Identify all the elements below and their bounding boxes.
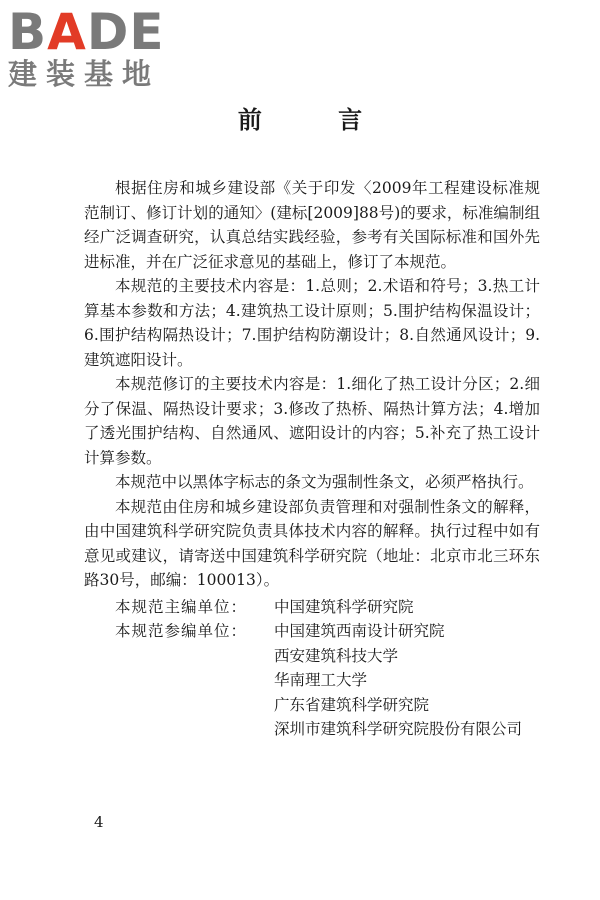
paragraph-1: 根据住房和城乡建设部《关于印发〈2009年工程建设标准规范制订、修订计划的通知〉(建标[2009]88号)的要求，标准编制组经广泛调查研究，认真总结实践经验，参考有关国际标准和国外先进标准，并在广泛征求意见的基础上，修订了本规范。 xyxy=(84,179,540,271)
chief-editor-label: 本规范主编单位： xyxy=(115,597,248,616)
participant-name: 广东省建筑科学研究院 xyxy=(274,695,430,714)
editor-units xyxy=(84,595,540,742)
chief-editor-name: 中国建筑科学研究院 xyxy=(274,597,414,616)
preface-body xyxy=(84,176,540,742)
participants-row xyxy=(84,619,540,742)
logo-subtitle: 建装基地 xyxy=(8,57,161,91)
participants-label: 本规范参编单位： xyxy=(115,622,248,640)
participant-name: 中国建筑西南设计研究院 xyxy=(274,622,445,640)
chief-editor-row xyxy=(84,595,540,620)
page-number: 4 xyxy=(94,813,104,831)
paragraph-3: 本规范修订的主要技术内容是：1.细化了热工设计分区；2.细分了保温、隔热设计要求；3.修改了热桥、隔热计算方法；4.增加了透光围护结构、自然通风、遮阳设计的内容；5.补充了热工设计计算参数。 xyxy=(84,375,540,467)
paragraph-4: 本规范中以黑体字标志的条文为强制性条文，必须严格执行。 xyxy=(115,473,534,491)
participants-list xyxy=(274,619,540,742)
logo-accent-letter: A xyxy=(47,3,87,61)
page-title: 前 言 xyxy=(237,105,397,134)
participant-name: 深圳市建筑科学研究院股份有限公司 xyxy=(274,720,523,738)
paragraph-2: 本规范的主要技术内容是：1.总则；2.术语和符号；3.热工计算基本参数和方法；4.建筑热工设计原则；5.围护结构保温设计；6.围护结构隔热设计；7.围护结构防潮设计；8.自然通风设计；9.建筑遮阳设计。 xyxy=(84,277,540,369)
logo-brand: BADE xyxy=(8,3,165,61)
participant-name: 华南理工大学 xyxy=(274,671,368,689)
bade-logo xyxy=(8,4,165,90)
participant-name: 西安建筑科技大学 xyxy=(274,646,399,665)
paragraph-5: 本规范由住房和城乡建设部负责管理和对强制性条文的解释，由中国建筑科学研究院负责具体技术内容的解释。执行过程中如有意见或建议，请寄送中国建筑科学研究院（地址：北京市北三环东路30号，邮编：100013）。 xyxy=(84,497,540,589)
